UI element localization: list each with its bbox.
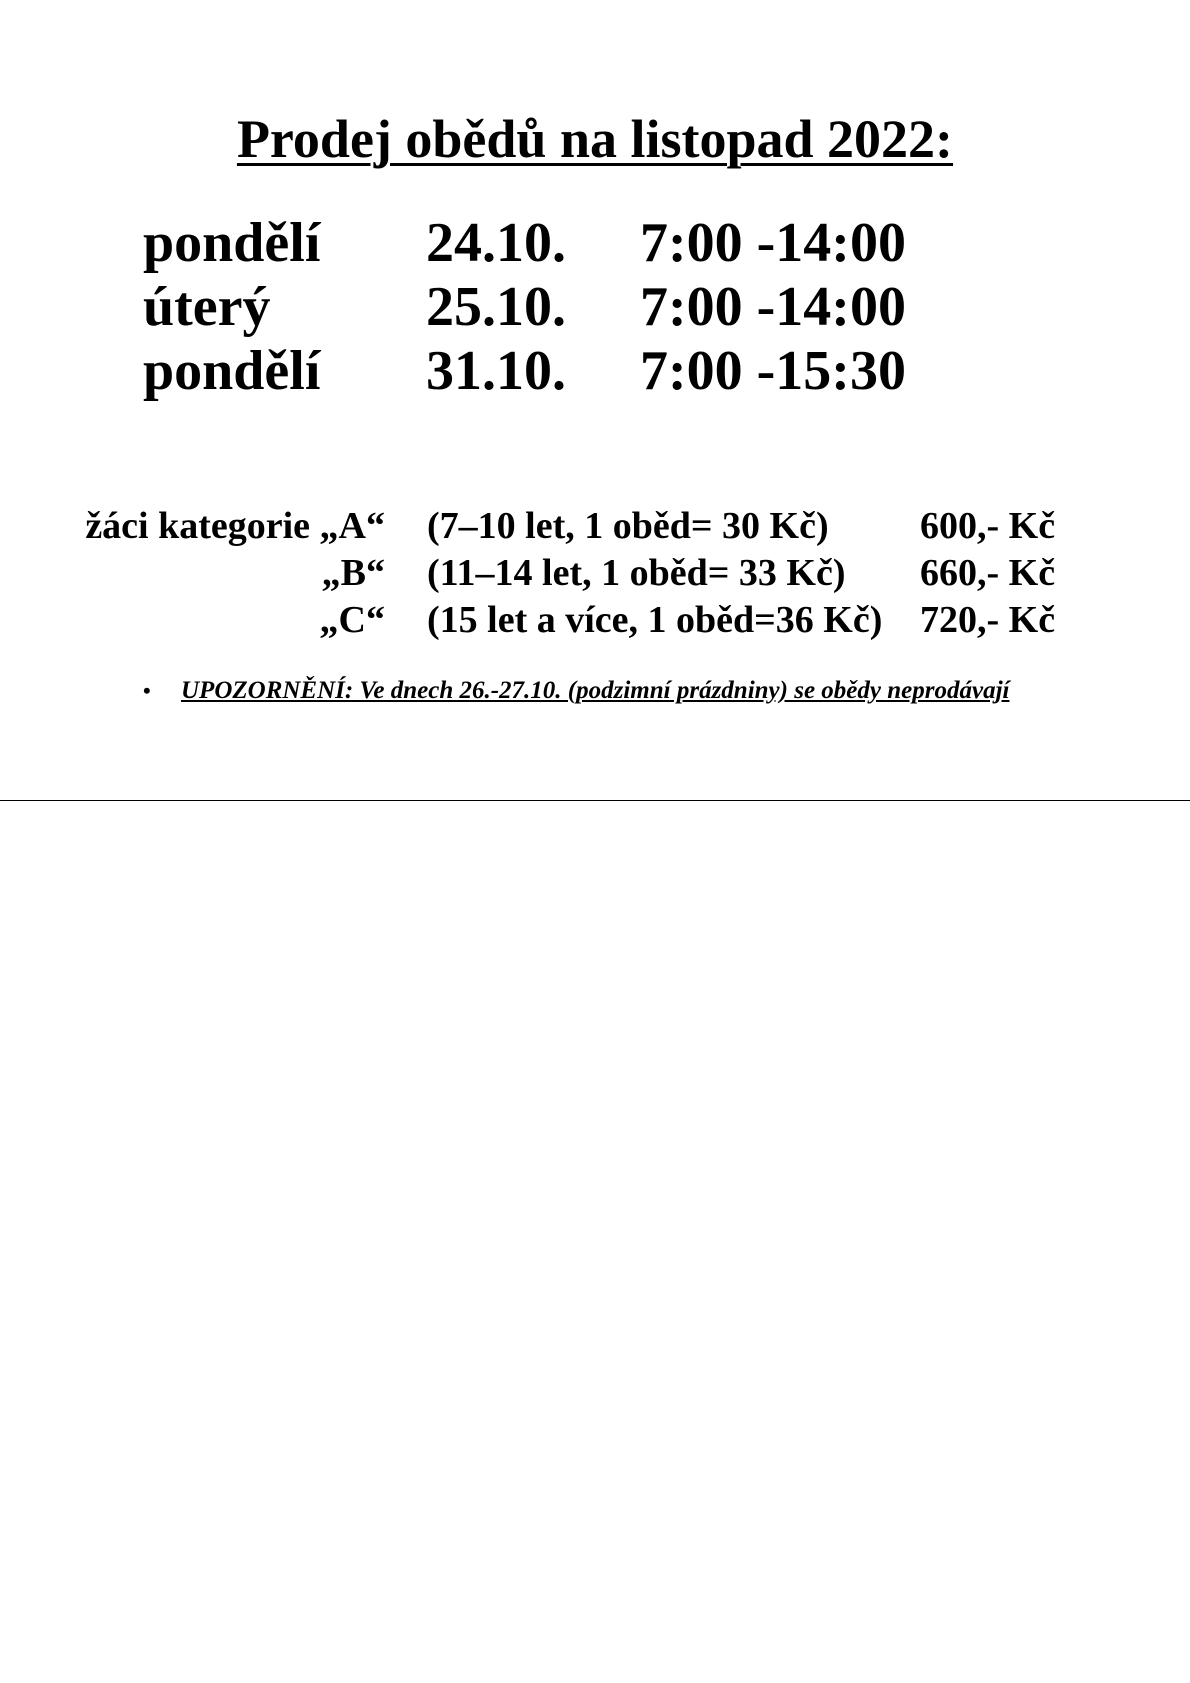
price-description: (11–14 let, 1 oběd= 33 Kč) (427, 552, 846, 594)
page-title (0, 109, 1190, 169)
schedule-day: pondělí (143, 212, 321, 274)
price-row (0, 503, 1190, 549)
schedule-day: úterý (143, 276, 271, 338)
divider (0, 800, 1190, 801)
schedule-row (0, 277, 1190, 337)
price-amount: 660,- Kč (920, 552, 1056, 594)
price-category: „B“ (321, 552, 385, 594)
schedule-time: 7:00 -15:30 (640, 340, 906, 402)
notice-text: UPOZORNĚNÍ: Ve dnech 26.-27.10. (podzimní prázdniny) se obědy neprodávají (181, 677, 1010, 704)
page-title-text: Prodej obědů na listopad 2022: (236, 109, 954, 169)
price-row (0, 597, 1190, 643)
schedule-date: 24.10. (426, 212, 566, 274)
schedule-date: 25.10. (426, 276, 566, 338)
schedule-day: pondělí (143, 340, 321, 402)
schedule-time: 7:00 -14:00 (640, 212, 906, 274)
notice (0, 674, 1190, 708)
price-amount: 600,- Kč (920, 505, 1056, 547)
schedule-date: 31.10. (426, 340, 566, 402)
schedule-row (0, 341, 1190, 401)
price-amount: 720,- Kč (920, 599, 1056, 641)
price-description: (15 let a více, 1 oběd=36 Kč) (427, 599, 883, 641)
price-category: žáci kategorie „A“ (85, 505, 385, 547)
price-row (0, 550, 1190, 596)
bullet-icon: • (143, 678, 151, 703)
schedule-row (0, 213, 1190, 273)
price-description: (7–10 let, 1 oběd= 30 Kč) (427, 505, 829, 547)
schedule-time: 7:00 -14:00 (640, 276, 906, 338)
price-category: „C“ (319, 599, 385, 641)
